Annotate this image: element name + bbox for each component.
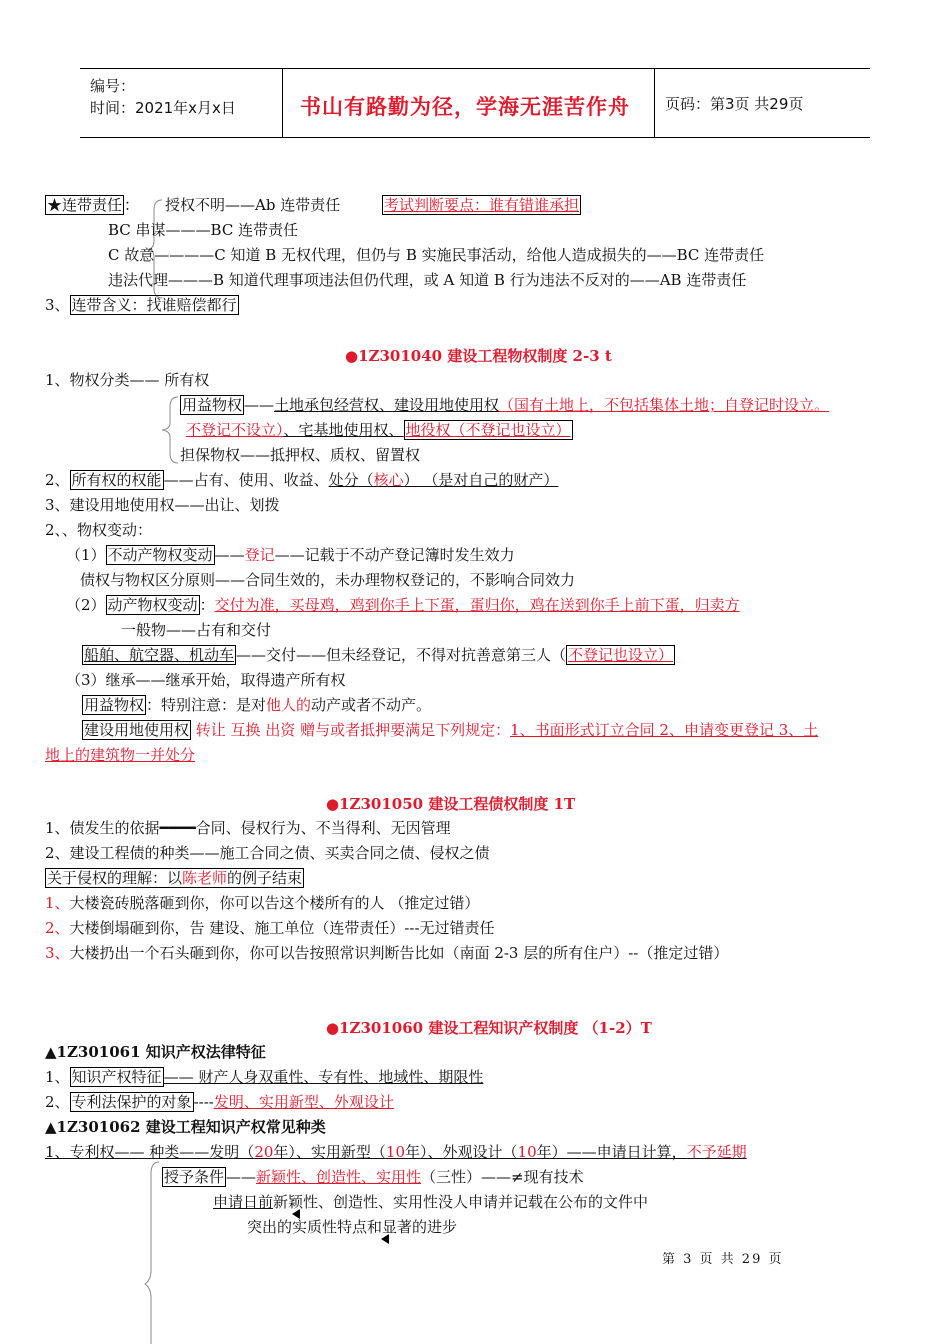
list-item [45,918,495,938]
list-item [45,943,728,963]
text-line: （3）继承——继承开始，取得遗产所有权 [66,671,346,689]
red-note: （不登记也设立） [450,421,571,439]
text-line [162,1167,584,1187]
text-line [82,645,675,665]
red-note: 不登记不设立） [186,421,284,439]
text: ——交付——但未经登记，不得对抗善意第三人（ [236,646,567,664]
header-divider [654,69,655,137]
boxed-term: 用益物权 [84,696,145,714]
text: 大楼倒塌砸到你，告 建设、施工单位（连带责任）---无过错责任 [69,919,495,937]
underlined-text: 、宅基地使用权、 [283,421,404,439]
text-line [213,1192,648,1212]
joint-item: 授权不明——Ab 连带责任 [165,196,341,214]
header-motto: 书山有路勤为径，学海无涯苦作舟 [300,95,630,119]
list-number: （2） [66,596,106,614]
list-number: 3、 [45,944,70,962]
red-note: 转让 互换 出资 赠与或者抵押要满足下列规定： [191,721,511,739]
red-note: 不登记也设立） [568,646,674,664]
text-line [82,720,818,740]
text: 关于侵权的理解：以 [47,869,183,887]
red-note: 不予延期 [686,1143,747,1161]
red-note: （国有土地上，不包括集体土地；自登记时设立。 [499,396,830,414]
text-line [66,595,740,615]
header-meta [90,75,236,119]
text-line: 突出的实质性特点和显著的进步 [247,1218,458,1236]
text-line [45,470,558,490]
list-number: 2、 [45,919,70,937]
joint-meaning: 连带含义：找谁赔偿都行 [71,296,237,314]
list-number: 2、 [45,471,70,489]
text-line [45,1142,747,1162]
text: 年）、外观设计（ [405,1143,518,1161]
text: 大楼瓷砖脱落砸到你，你可以告这个楼所有的人 （推定过错） [69,894,480,912]
text-line [45,1092,394,1112]
section-heading: ●1Z301040 建设工程物权制度 2-3 t [345,347,612,365]
underlined-text: 土地承包经营权、建设用地使用权 [274,396,500,414]
red-note: 他人的 [266,696,312,714]
dash: ---- [193,1093,214,1111]
list-number: 1、 [45,894,70,912]
text: 的例子结束 [227,869,303,887]
boxed-term: 专利法保护的对象 [71,1093,192,1111]
time-label: 时间：2021年x月x日 [90,99,236,117]
red-note: 陈老师 [182,869,228,887]
text: ——记载于不动产登记簿时发生效力 [274,546,515,564]
text-line: 2、、物权变动： [45,521,153,539]
text: 处分（ [328,471,374,489]
text-line [66,545,515,565]
underlined-text: 申请日前 [213,1193,274,1211]
boxed-term: 所有权的权能 [71,471,162,489]
key-point: 考试判断要点：谁有错谁承担 [384,196,580,214]
text-line: 1、物权分类—— 所有权 [45,371,210,389]
red-note: 登记 [244,546,275,564]
text-line [82,695,431,715]
text-line: 担保物权——抵押权、质权、留置权 [180,446,421,464]
joint-item: C 故意————C 知道 B 无权代理，但仍与 B 实施民事活动，给他人造成损失的——BC 连带责任 [108,246,765,264]
text-line [186,420,573,440]
boxed-term: 不动产物权变动 [107,546,213,564]
boxed-term: 动产物权变动 [107,596,198,614]
text-line [180,395,829,415]
text-line [45,1067,483,1087]
text: 年）、实用新型（ [273,1143,386,1161]
header-page-info: 页码：第3页 共29页 [665,95,804,113]
dash: —— [214,546,245,564]
text: 年）——申请日计算， [536,1143,687,1161]
red-note: 地上的建筑物一并处分 [45,746,196,764]
joint-title: ★连带责任 [47,196,123,214]
page-footer: 第 3 页 共 29 页 [662,1252,784,1267]
red-note: 20 [254,1143,274,1161]
dash: —— [226,1168,257,1186]
list-number: 2、 [45,1093,70,1111]
red-note: 地役权 [405,421,451,439]
boxed-term: 船舶、航空器、机动车 [84,646,235,664]
red-note: 1、书面形式订立合同 2、申请变更登记 3、土 [510,721,819,739]
red-note: 交付为准，买母鸡，鸡到你手上下蛋，蛋归你，鸡在送到你手上前下蛋，归卖方 [214,596,740,614]
colon: ： [199,596,215,614]
subsection-heading: ▲1Z301061 知识产权法律特征 [45,1043,266,1061]
underlined-text: —— 财产人身双重性、专有性、地域性、期限性 [163,1068,484,1086]
red-note: 新颖性、创造性、实用性 [256,1168,422,1186]
text: 大楼扔出一个石头砸到你，你可以告按照常识判断告比如（南面 2-3 层的所有住户）--（推定过错） [69,944,729,962]
colon: ： [124,196,140,214]
section-heading: ●1Z301060 建设工程知识产权制度 （1-2）T [326,1019,652,1037]
red-note: 10 [517,1143,537,1161]
red-note: 发明、实用新型、外观设计 [213,1093,394,1111]
red-note: 10 [385,1143,406,1161]
brace-icon [143,1160,161,1344]
text-line: 债权与物权区分原则——合同生效的，未办理物权登记的，不影响合同效力 [80,571,576,589]
text-line: 一般物——占有和交付 [121,621,272,639]
list-number: （1） [66,546,106,564]
subsection-heading: ▲1Z301062 建设工程知识产权常见种类 [45,1118,326,1136]
text-line: 1、债发生的依据━━━━合同、侵权行为、不当得利、无因管理 [45,819,451,837]
joint-item: BC 串谋———BC 连带责任 [108,221,299,239]
red-note: 核心 [373,471,404,489]
list-number: 1、 [45,1068,70,1086]
text: 1、专利权—— 种类——发明（ [45,1143,255,1161]
number-label: 编号： [90,77,136,95]
boxed-term: 建设用地使用权 [84,721,190,739]
text: ：特别注意：是对 [146,696,267,714]
text: 新颖性、创造性、实用性没人申请并记载在公布的文件中 [273,1193,649,1211]
text-line [45,868,304,888]
text: ） （是对自己的财产） [403,471,559,489]
list-number: 3、 [45,296,70,314]
text: ——占有、使用、收益、 [163,471,329,489]
list-item [45,893,479,913]
boxed-term: 用益物权 [182,396,243,414]
section-heading: ●1Z301050 建设工程债权制度 1T [326,795,576,813]
text: （三性）——≠现有技术 [421,1168,584,1186]
brace-icon [160,395,180,465]
arrow-left-icon [380,1234,390,1244]
page-header [80,68,870,138]
boxed-term: 知识产权特征 [71,1068,162,1086]
text-line: 3、建设用地使用权——出让、划拨 [45,496,280,514]
joint-title-line [45,195,139,215]
text: 动产或者不动产。 [311,696,432,714]
header-divider [282,69,283,137]
dash: —— [244,396,275,414]
joint-item: 违法代理———B 知道代理事项违法但仍代理，或 A 知道 B 行为违法不反对的——AB 连带责任 [108,271,747,289]
boxed-term: 授予条件 [164,1168,225,1186]
joint-meaning-line [45,295,239,315]
text-line: 2、建设工程债的种类——施工合同之债、买卖合同之债、侵权之债 [45,844,490,862]
